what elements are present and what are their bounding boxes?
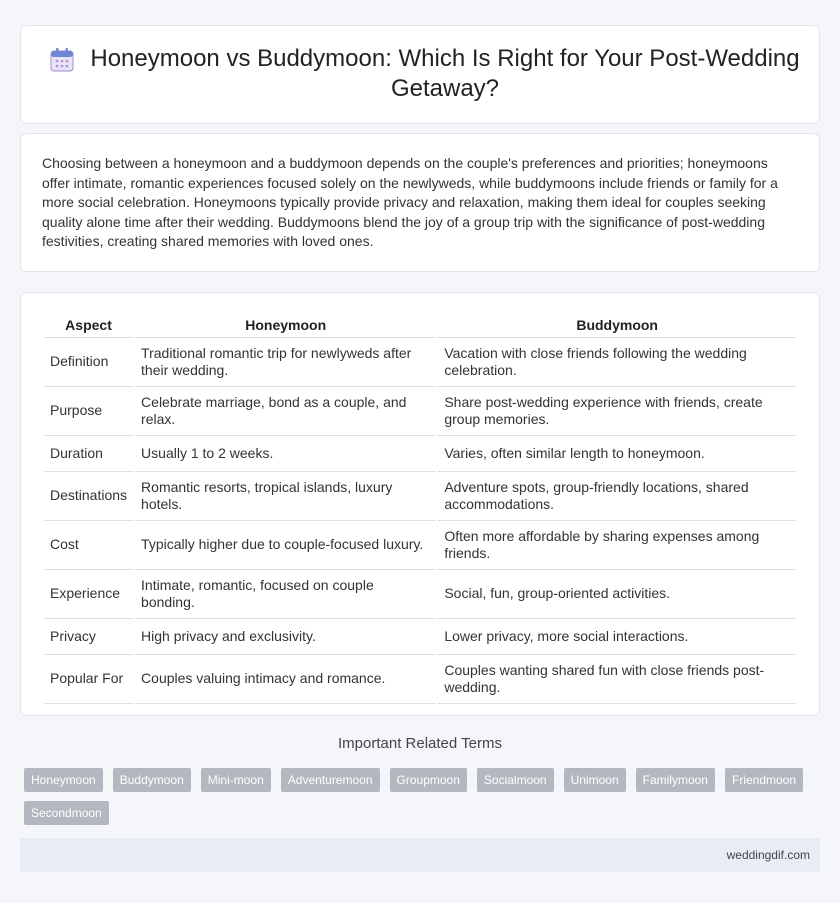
table-row <box>44 619 796 655</box>
header-aspect: Aspect <box>44 314 133 338</box>
honeymoon-cell: Romantic resorts, tropical islands, luxury hotels. <box>135 472 436 521</box>
honeymoon-cell: Traditional romantic trip for newlyweds after their wedding. <box>135 338 436 387</box>
header-card <box>20 25 820 124</box>
table-row <box>44 338 796 387</box>
table-row <box>44 436 796 472</box>
header-honeymoon: Honeymoon <box>135 314 436 338</box>
aspect-cell: Popular For <box>44 655 133 704</box>
table-row <box>44 570 796 619</box>
honeymoon-cell: Typically higher due to couple-focused luxury. <box>135 521 436 570</box>
table-header-row <box>44 314 796 338</box>
aspect-cell: Duration <box>44 436 133 472</box>
aspect-cell: Experience <box>44 570 133 619</box>
tag-friendmoon[interactable]: Friendmoon <box>725 768 803 792</box>
buddymoon-cell: Varies, often similar length to honeymoon. <box>438 436 796 472</box>
intro-card <box>20 133 820 272</box>
aspect-cell: Privacy <box>44 619 133 655</box>
intro-text: Choosing between a honeymoon and a buddymoon depends on the couple's preferences and priorities; honeymoons offer intimate, romantic experiences focused solely on the newlyweds, while buddymoons include friends or family for a more social celebration. Honeymoons typically provide privacy and relaxation, making them ideal for couples seeking quality alone time after their wedding. Buddymoons blend the joy of a group trip with the significance of post-wedding festivities, creating shared memories with loved ones. <box>42 155 778 250</box>
aspect-cell: Definition <box>44 338 133 387</box>
table-row <box>44 655 796 704</box>
footer <box>20 838 820 872</box>
page-title: Honeymoon vs Buddymoon: Which Is Right for Your Post-Wedding Getaway? <box>90 45 800 102</box>
aspect-cell: Cost <box>44 521 133 570</box>
tag-adventuremoon[interactable]: Adventuremoon <box>281 768 380 792</box>
comparison-card <box>20 292 820 716</box>
buddymoon-cell: Couples wanting shared fun with close friends post-wedding. <box>438 655 796 704</box>
header-buddymoon: Buddymoon <box>438 314 796 338</box>
buddymoon-cell: Lower privacy, more social interactions. <box>438 619 796 655</box>
honeymoon-cell: Couples valuing intimacy and romance. <box>135 655 436 704</box>
table-row <box>44 472 796 521</box>
comparison-table <box>42 314 798 704</box>
aspect-cell: Purpose <box>44 387 133 436</box>
tag-socialmoon[interactable]: Socialmoon <box>477 768 554 792</box>
honeymoon-cell: Usually 1 to 2 weeks. <box>135 436 436 472</box>
tag-familymoon[interactable]: Familymoon <box>636 768 715 792</box>
tag-buddymoon[interactable]: Buddymoon <box>113 768 191 792</box>
calendar-icon <box>49 47 75 73</box>
tag-groupmoon[interactable]: Groupmoon <box>390 768 467 792</box>
footer-site-link[interactable]: weddingdif.com <box>726 848 810 862</box>
honeymoon-cell: Intimate, romantic, focused on couple bonding. <box>135 570 436 619</box>
related-terms-title: Important Related Terms <box>338 735 502 752</box>
table-row <box>44 387 796 436</box>
buddymoon-cell: Vacation with close friends following the wedding celebration. <box>438 338 796 387</box>
honeymoon-cell: Celebrate marriage, bond as a couple, and relax. <box>135 387 436 436</box>
buddymoon-cell: Adventure spots, group-friendly locations, shared accommodations. <box>438 472 796 521</box>
tag-mini-moon[interactable]: Mini-moon <box>201 768 271 792</box>
tag-secondmoon[interactable]: Secondmoon <box>24 801 109 825</box>
buddymoon-cell: Often more affordable by sharing expenses among friends. <box>438 521 796 570</box>
tag-honeymoon[interactable]: Honeymoon <box>24 768 103 792</box>
honeymoon-cell: High privacy and exclusivity. <box>135 619 436 655</box>
aspect-cell: Destinations <box>44 472 133 521</box>
buddymoon-cell: Share post-wedding experience with friends, create group memories. <box>438 387 796 436</box>
buddymoon-cell: Social, fun, group-oriented activities. <box>438 570 796 619</box>
table-row <box>44 521 796 570</box>
related-tags <box>24 768 814 825</box>
tag-unimoon[interactable]: Unimoon <box>564 768 626 792</box>
